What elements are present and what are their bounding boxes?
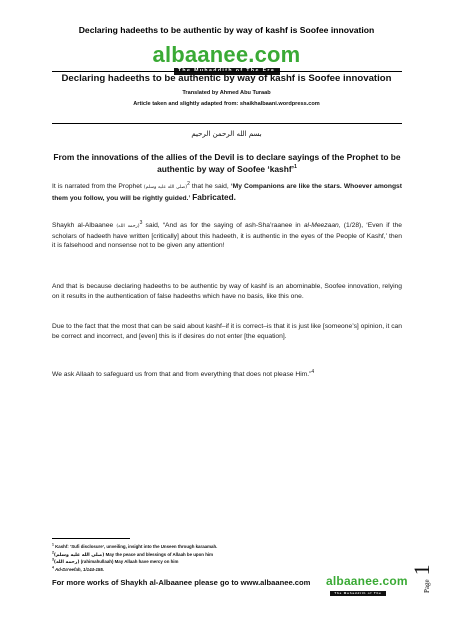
paragraph-hadeeth: [52, 182, 402, 203]
p2-intro: Shaykh al-Albaanee: [52, 222, 117, 229]
p2-said: said, “And as for the saying of ash-Sha’raanee in: [142, 222, 304, 229]
paragraph-albaanee-saying: [52, 221, 402, 251]
paragraph-innovation: And that is because declaring hadeeths to be authentic by way of kashf is an abominable, Soofee innovation, relying on it results in the authentication of false hadeeths which have no basis, like this one.: [52, 283, 402, 300]
p1-intro: It is narrated from the Prophet: [52, 183, 144, 190]
title-top-rule: [52, 71, 402, 72]
article-heading: [52, 151, 402, 175]
footnote-ref-1[interactable]: 1: [294, 164, 297, 171]
footer-logo[interactable]: [326, 572, 408, 600]
document-title: Declaring hadeeths to be authentic by way of kashf is Soofee innovation: [61, 73, 392, 84]
source-credit: Article taken and slightly adapted from: shaikhalbaani.wordpress.com: [133, 101, 320, 107]
footer-logo-tagline: The Muhaddith of The Era: [330, 591, 386, 596]
heading-text: From the innovations of the allies of the Devil is to declare sayings of the Prophet to be authentic by way of Soofee ‘kashf’: [53, 152, 401, 174]
page-number-value: 1: [409, 564, 434, 576]
fabricated-verdict: Fabricated.: [192, 192, 236, 202]
footnote-item: $^2$(صلى الله عليه وسلم) May the peace and blessings of Allaah be upon him: [52, 550, 214, 558]
book-title: al-Meezaan,: [303, 222, 341, 229]
page-label: Page: [423, 579, 431, 593]
title-bottom-rule: [52, 123, 402, 124]
running-header-title: Declaring hadeeths to be authentic by way of kashf is Soofee innovation: [78, 25, 375, 35]
footnote-ref-3[interactable]: 3: [139, 219, 143, 226]
footnote-ref-4[interactable]: 4: [311, 368, 315, 375]
logo-wordmark: albaanee.com: [152, 42, 301, 67]
rahimahullaah-arabic: (رحمه الله): [116, 224, 140, 229]
footnote-item: $^4$ Ad-Da’eefah, 1/144-155.: [52, 565, 104, 572]
footnote-separator: [52, 538, 130, 539]
footnote-item: $^1$ Kashf: ‘Sufi disclosure’, unveiling, insight into the Unseen through karaamah.: [52, 542, 218, 549]
footnote-ref-2[interactable]: 2: [187, 180, 190, 187]
p2-rest: (1/28), ‘Even if the scholars of hadeeth have written [critically] about this hadeeth, it is authentic in the eyes of the People of Kashf,’ then it is falsehood and nonsense not to be given any attention!: [52, 222, 403, 250]
hadeeth-quote: ‘My Companions are like the stars. Whoever amongst them you follow, you will be rightly guided.’: [52, 183, 403, 202]
salutation-arabic: (صلى الله عليه وسلم): [143, 185, 188, 190]
logo-tagline: The Muhaddith of The Era: [174, 68, 280, 75]
p1-said: that he said,: [189, 183, 231, 190]
footer-link-text[interactable]: For more works of Shaykh al-Albaanee please go to www.albaanee.com: [52, 578, 311, 587]
paragraph-closing-dua: [52, 370, 402, 380]
footnotes: [52, 544, 382, 574]
page-number: [409, 547, 434, 593]
paragraph-kashf-opinion: Due to the fact that the most that can be said about kashf–if it is correct–is that it is just like [someone’s] opinion, it can be correct and incorrect, and [even] this is if desires do not enter [the equation].: [52, 323, 402, 340]
translator-credit: Translated by Ahmed Abu Turaab: [182, 90, 271, 96]
p5-text: We ask Allaah to safeguard us from that and from everything that does not please Him.”: [52, 371, 312, 378]
footnote-item: $^3$(رحمه الله) (rahimahullaah) May Allaah have mercy on him: [52, 557, 179, 566]
basmala: بسم الله الرحمن الرحيم: [191, 130, 262, 138]
footer-logo-wordmark: albaanee.com: [326, 574, 408, 588]
